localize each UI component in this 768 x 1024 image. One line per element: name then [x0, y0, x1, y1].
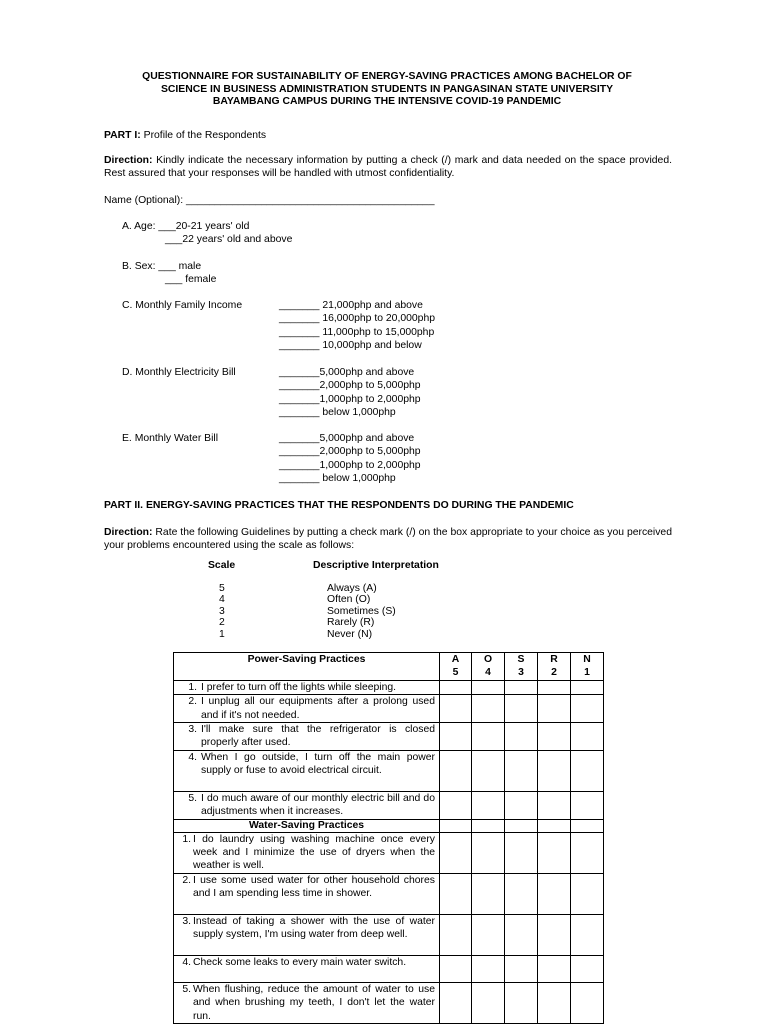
electricity-option[interactable]: _______1,000php to 2,000php: [279, 393, 421, 405]
rating-checkbox[interactable]: [440, 680, 472, 694]
age-option-2[interactable]: ___22 years' old and above: [165, 234, 293, 245]
scale-interpretations: [327, 583, 396, 640]
rating-col-header: [440, 653, 472, 681]
rating-checkbox[interactable]: [440, 695, 472, 723]
table-row: [174, 723, 604, 751]
rating-checkbox[interactable]: [571, 955, 604, 982]
rating-checkbox[interactable]: [571, 832, 604, 873]
rating-table: [173, 652, 604, 1024]
rating-checkbox[interactable]: [440, 873, 472, 914]
rating-checkbox[interactable]: [472, 750, 505, 791]
water-item-5: 5. When flushing, reduce the amount of water to use and when brushing my teeth, I don't let the water run.: [182, 983, 435, 1022]
rating-checkbox[interactable]: [571, 873, 604, 914]
sex-label: B. Sex:: [122, 261, 159, 272]
water-bill-option[interactable]: _______1,000php to 2,000php: [279, 459, 421, 471]
water-bill-option[interactable]: _______2,000php to 5,000php: [279, 446, 421, 458]
rating-checkbox[interactable]: [505, 873, 538, 914]
electricity-options: [279, 366, 421, 420]
power-item-5: 5. I do much aware of our monthly electric bill and do adjustments when it increases.: [188, 792, 435, 818]
table-row: [174, 680, 604, 694]
rating-checkbox[interactable]: [538, 982, 571, 1023]
scale-interpretation: Rarely (R): [327, 617, 375, 629]
rating-checkbox[interactable]: [571, 750, 604, 791]
part1-heading-text: Profile of the Respondents: [140, 130, 267, 141]
scale-value: 5: [219, 583, 225, 594]
water-item-1: 1. I do laundry using washing machine once every week and I minimize the use of dryers when the weather is well.: [182, 833, 435, 872]
scale-value: 4: [219, 594, 225, 606]
title-line-2: SCIENCE IN BUSINESS ADMINISTRATION STUDENTS IN PANGASINAN STATE UNIVERSITY: [160, 83, 614, 95]
rating-checkbox[interactable]: [538, 832, 571, 873]
income-option[interactable]: _______ 16,000php to 20,000php: [279, 313, 436, 325]
rating-checkbox[interactable]: [505, 695, 538, 723]
rating-number: 1: [584, 667, 590, 679]
rating-checkbox[interactable]: [440, 791, 472, 819]
scale-interpretation: Often (O): [327, 594, 371, 606]
rating-checkbox[interactable]: [538, 791, 571, 819]
rating-checkbox[interactable]: [440, 723, 472, 751]
rating-col-header: [505, 653, 538, 681]
rating-checkbox[interactable]: [505, 750, 538, 791]
electricity-label: D. Monthly Electricity Bill: [122, 367, 236, 378]
sex-question: [122, 260, 201, 273]
rating-letter: N: [583, 654, 591, 665]
rating-checkbox[interactable]: [472, 695, 505, 723]
rating-checkbox[interactable]: [571, 791, 604, 819]
electricity-option[interactable]: _______5,000php and above: [279, 367, 415, 378]
rating-checkbox[interactable]: [571, 723, 604, 751]
rating-letter: R: [550, 654, 558, 665]
table-row: [174, 695, 604, 723]
rating-checkbox[interactable]: [571, 680, 604, 694]
electricity-option[interactable]: _______ below 1,000php: [279, 407, 396, 419]
rating-checkbox[interactable]: [505, 680, 538, 694]
rating-checkbox[interactable]: [505, 832, 538, 873]
water-bill-label: E. Monthly Water Bill: [122, 433, 219, 444]
part1-label: PART I:: [104, 130, 141, 141]
table-row: [174, 982, 604, 1023]
water-item-3: 3. Instead of taking a shower with the use of water supply system, I'm using water from deep well.: [182, 915, 435, 941]
rating-checkbox[interactable]: [472, 832, 505, 873]
scale-value: 3: [219, 605, 225, 617]
income-options: [279, 299, 435, 353]
rating-checkbox[interactable]: [538, 695, 571, 723]
income-label: C. Monthly Family Income: [122, 300, 243, 311]
rating-letter: O: [483, 654, 493, 665]
rating-checkbox[interactable]: [472, 680, 505, 694]
rating-checkbox[interactable]: [472, 914, 505, 955]
rating-checkbox[interactable]: [538, 750, 571, 791]
rating-number: 2: [551, 667, 557, 679]
age-label: A. Age:: [122, 221, 159, 232]
part1-direction-label: Direction:: [104, 155, 153, 166]
water-item-2: 2. I use some used water for other household chores and I am spending less time in shower.: [182, 874, 435, 900]
electricity-option[interactable]: _______2,000php to 5,000php: [279, 380, 421, 392]
age-option-1[interactable]: ___20-21 years' old: [158, 221, 250, 232]
rating-checkbox[interactable]: [505, 723, 538, 751]
part1-heading: [104, 129, 266, 142]
scale-value: 1: [219, 628, 225, 640]
table-header-row: [174, 653, 604, 681]
rating-letter: S: [517, 654, 525, 665]
scale-value: 2: [219, 617, 225, 629]
rating-checkbox[interactable]: [538, 914, 571, 955]
water-section-row: [174, 819, 604, 832]
rating-checkbox[interactable]: [571, 914, 604, 955]
title-line-3: BAYAMBANG CAMPUS DURING THE INTENSIVE COVID-19 PANDEMIC: [212, 96, 562, 108]
water-saving-header: Water-Saving Practices: [174, 819, 440, 832]
part2-direction-text: Rate the following Guidelines by putting a check mark (/) on the box appropriate to your choice as you perceived your problems encountered using the scale as follows:: [104, 527, 672, 552]
part2-direction-label: Direction:: [104, 527, 153, 538]
power-item-4: 4. When I go outside, I turn off the main power supply or fuse to avoid electrical circuit.: [188, 751, 435, 777]
rating-checkbox[interactable]: [505, 791, 538, 819]
water-bill-options: [279, 432, 421, 486]
power-item-2: 2. I unplug all our equipments after a prolong used and if it's not needed.: [188, 696, 435, 721]
scale-values: [219, 583, 225, 640]
rating-col-header: [538, 653, 571, 681]
rating-checkbox[interactable]: [571, 982, 604, 1023]
scale-interpretation: Always (A): [327, 583, 377, 594]
rating-checkbox[interactable]: [440, 955, 472, 982]
rating-col-header: [472, 653, 505, 681]
power-item-3: 3. I'll make sure that the refrigerator is closed properly after used.: [188, 724, 435, 749]
part1-direction-text: Kindly indicate the necessary information by putting a check (/) mark and data needed on the space provided. Rest assured that your responses will be handled with utmost confidentiality.: [104, 155, 672, 180]
title-line-1: QUESTIONNAIRE FOR SUSTAINABILITY OF ENERGY-SAVING PRACTICES AMONG BACHELOR OF: [142, 71, 632, 82]
scale-interpretation: Never (N): [327, 628, 373, 640]
rating-number: 4: [485, 667, 491, 679]
water-bill-option[interactable]: _______ below 1,000php: [279, 473, 396, 485]
rating-checkbox[interactable]: [440, 832, 472, 873]
table-row: [174, 955, 604, 982]
scale-header: Scale: [208, 560, 236, 571]
document-title: [104, 71, 670, 109]
rating-letter: A: [451, 654, 460, 665]
rating-checkbox[interactable]: [472, 955, 505, 982]
water-item-4: 4. Check some leaks to every main water switch.: [182, 956, 407, 968]
part2-direction: [104, 526, 672, 553]
part2-heading: PART II. ENERGY-SAVING PRACTICES THAT THE RESPONDENTS DO DURING THE PANDEMIC: [104, 500, 574, 511]
power-saving-header: Power-Saving Practices: [174, 653, 440, 681]
rating-number: 5: [452, 667, 459, 679]
rating-checkbox[interactable]: [440, 914, 472, 955]
age-question: [122, 220, 249, 233]
rating-checkbox[interactable]: [505, 982, 538, 1023]
rating-checkbox[interactable]: [440, 750, 472, 791]
scale-interpretation: Sometimes (S): [327, 605, 396, 617]
income-option[interactable]: _______ 21,000php and above: [279, 300, 423, 311]
rating-checkbox[interactable]: [505, 914, 538, 955]
table-row: [174, 750, 604, 791]
table-row: [174, 832, 604, 873]
rating-checkbox[interactable]: [472, 723, 505, 751]
sex-option-male[interactable]: ___ male: [158, 261, 202, 272]
rating-checkbox[interactable]: [472, 791, 505, 819]
rating-checkbox[interactable]: [440, 982, 472, 1023]
rating-checkbox[interactable]: [472, 873, 505, 914]
table-row: [174, 914, 604, 955]
rating-number: 3: [518, 667, 524, 679]
water-bill-option[interactable]: _______5,000php and above: [279, 433, 415, 444]
power-item-1: 1. I prefer to turn off the lights while sleeping.: [188, 681, 397, 693]
rating-checkbox[interactable]: [472, 982, 505, 1023]
table-row: [174, 791, 604, 819]
rating-checkbox[interactable]: [571, 695, 604, 723]
rating-checkbox[interactable]: [538, 873, 571, 914]
income-option[interactable]: _______ 10,000php and below: [279, 340, 422, 352]
rating-col-header: [571, 653, 604, 681]
income-option[interactable]: _______ 11,000php to 15,000php: [279, 326, 435, 338]
part1-direction: [104, 154, 672, 181]
rating-checkbox[interactable]: [538, 955, 571, 982]
interpretation-header: Descriptive Interpretation: [313, 560, 439, 571]
rating-checkbox[interactable]: [505, 955, 538, 982]
table-row: [174, 873, 604, 914]
sex-option-female[interactable]: ___ female: [165, 274, 217, 285]
rating-checkbox[interactable]: [538, 723, 571, 751]
name-field[interactable]: Name (Optional): ___________________________________________: [104, 195, 435, 206]
rating-checkbox[interactable]: [538, 680, 571, 694]
